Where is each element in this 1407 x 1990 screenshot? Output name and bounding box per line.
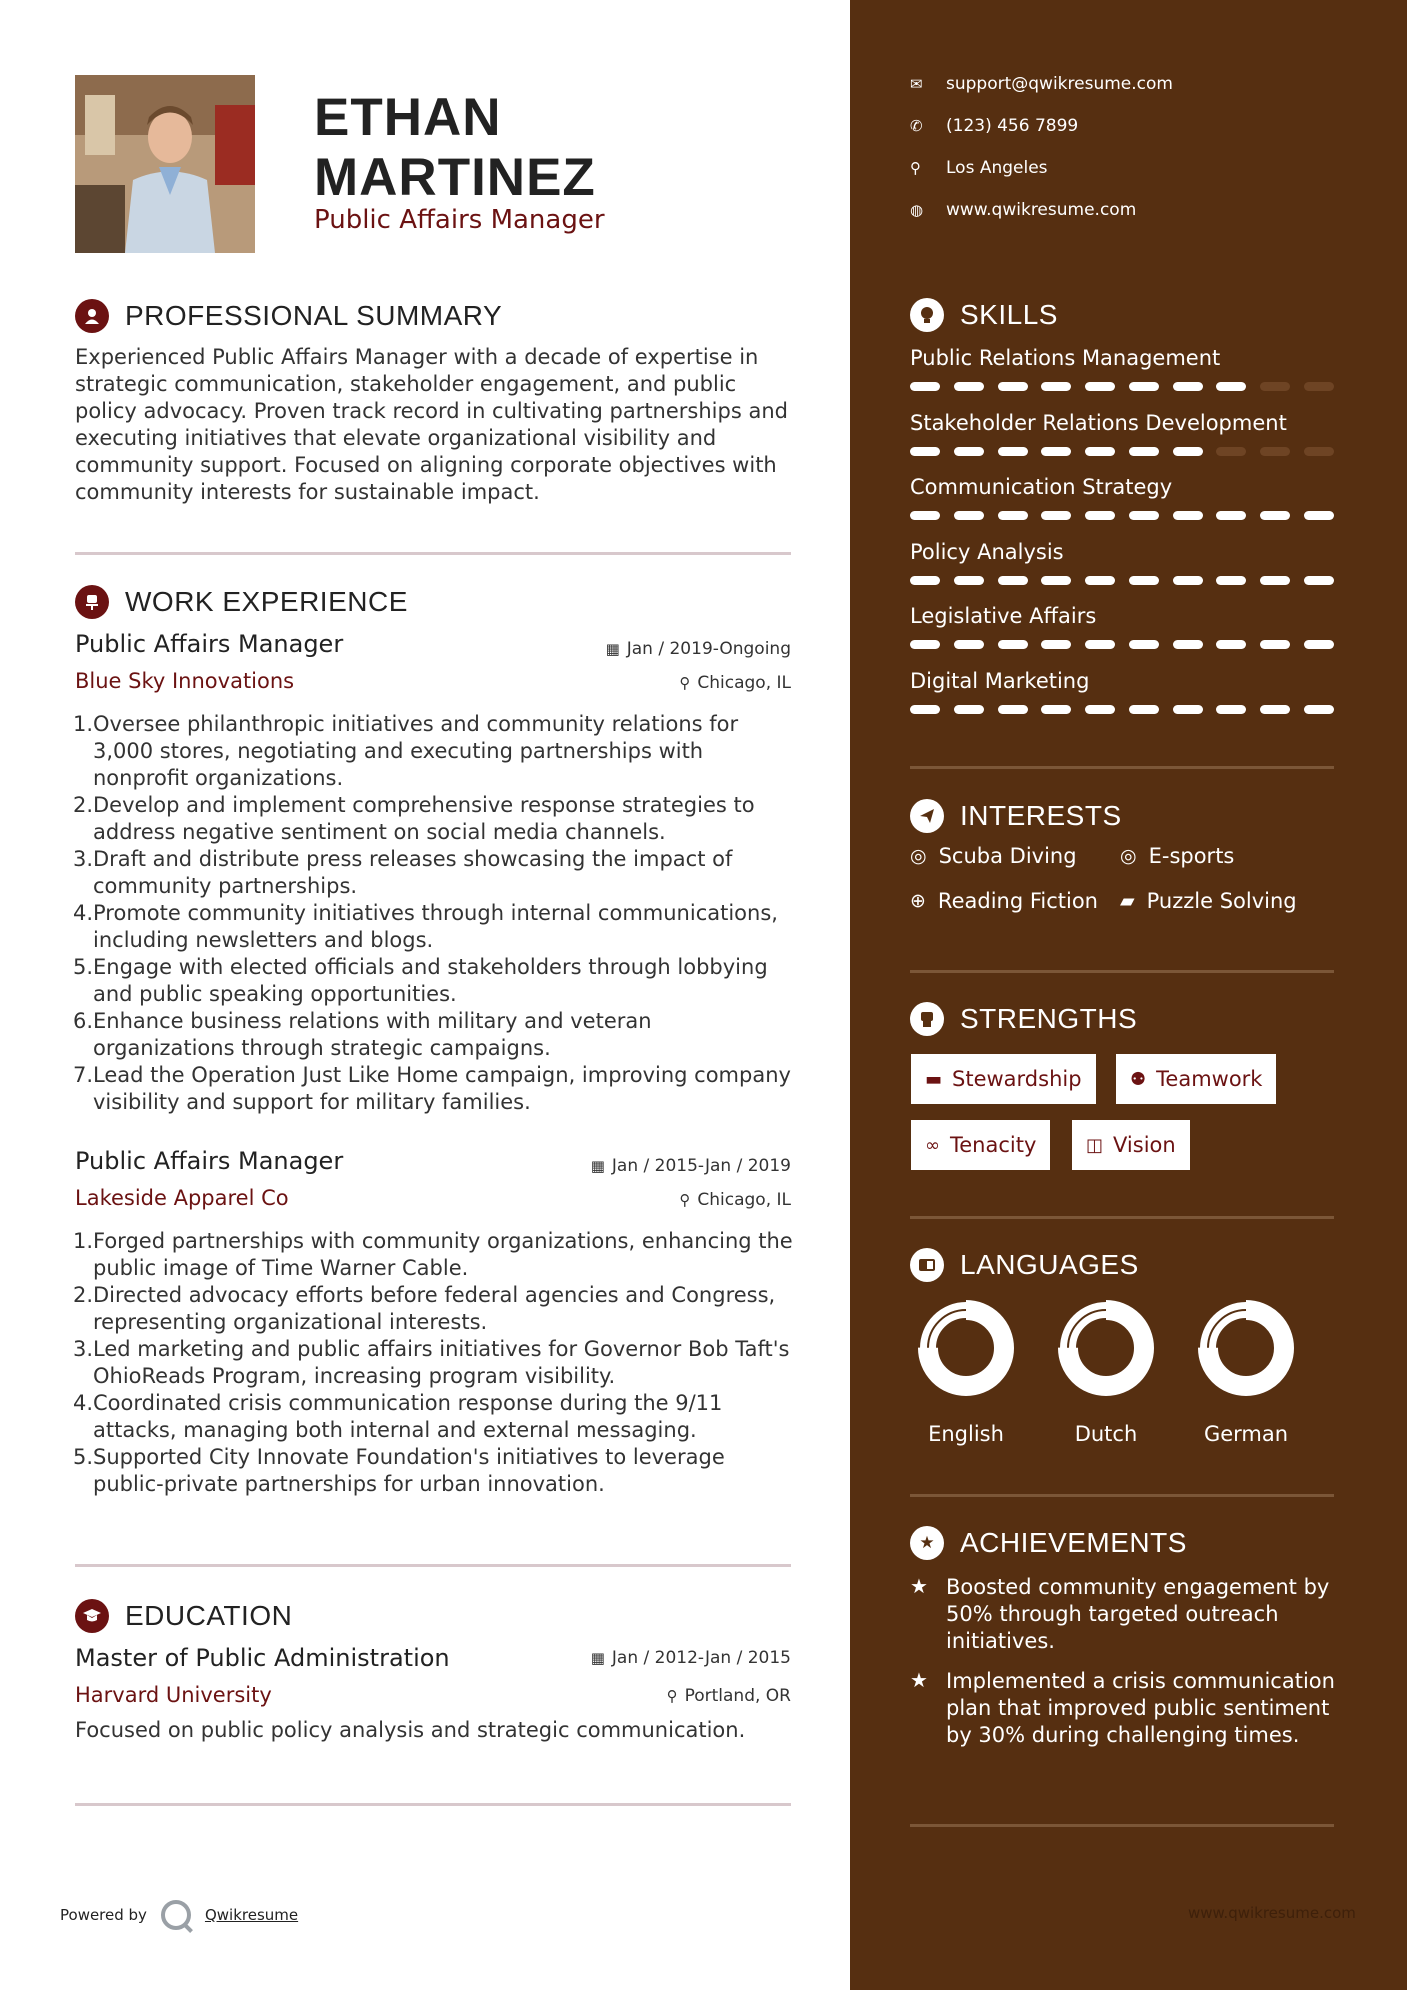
calendar-icon: ▦ [605, 640, 620, 658]
skill-level-segment [1216, 576, 1246, 585]
skills-heading [910, 298, 1058, 332]
pin-icon: ⚲ [679, 1191, 691, 1209]
job-company: Lakeside Apparel Co [75, 1186, 289, 1210]
summary-heading-text: PROFESSIONAL SUMMARY [125, 300, 503, 331]
interest-item [1120, 889, 1297, 913]
education-location-text: Portland, OR [684, 1686, 791, 1706]
skill-level-segment [954, 447, 984, 456]
skill-level-segment [1129, 576, 1159, 585]
first-name: ETHAN [314, 88, 502, 147]
skill-level-segment [1216, 382, 1246, 391]
skill-level-segment [1085, 640, 1115, 649]
contact-email-text: support@qwikresume.com [946, 74, 1173, 94]
experience-heading [75, 584, 408, 620]
responsibility-item [75, 954, 795, 1008]
skill-level-segment [1173, 382, 1203, 391]
envelope-icon: ✉ [910, 75, 923, 93]
skill-level-segment [1173, 447, 1203, 456]
users-icon: ⚉ [1130, 1068, 1147, 1090]
job-title: Public Affairs Manager [75, 1147, 344, 1175]
briefcase-chair-icon [75, 585, 109, 619]
interest-item [910, 844, 1077, 868]
skill-level-segment [1260, 705, 1290, 714]
skill-level-segment [1173, 705, 1203, 714]
strength-badge [911, 1054, 1096, 1104]
skill-level-segment [1173, 640, 1203, 649]
responsibility-item [75, 1062, 795, 1116]
skill-level-segment [1260, 382, 1290, 391]
skill-level-segment [1041, 447, 1071, 456]
skill-level-segment [1085, 447, 1115, 456]
job-location-text: Chicago, IL [697, 673, 791, 693]
achievements-heading [910, 1526, 1187, 1560]
skill-level-segment [954, 576, 984, 585]
languages-heading [910, 1248, 1139, 1282]
strength-label: Stewardship [952, 1067, 1082, 1091]
lightbulb-icon [910, 298, 944, 332]
skill-name: Stakeholder Relations Development [910, 410, 1287, 435]
responsibility-text: Forged partnerships with community organizations, enhancing the public image of Time Warner Cable. [93, 1229, 793, 1280]
graduation-icon [75, 1599, 109, 1633]
footer-site: www.qwikresume.com [1188, 1904, 1356, 1922]
skill-level-segment [954, 705, 984, 714]
responsibility-item [75, 1228, 795, 1282]
skill-level-segment [1129, 511, 1159, 520]
interest-label: Reading Fiction [937, 889, 1098, 913]
job-responsibilities [75, 711, 795, 1116]
last-name: MARTINEZ [314, 148, 596, 207]
skill-level-segment [1129, 382, 1159, 391]
skill-level-segment [910, 576, 940, 585]
skill-name: Digital Marketing [910, 668, 1090, 693]
location-pin-icon: ⚲ [910, 159, 921, 177]
interests-heading-text: INTERESTS [960, 800, 1122, 831]
list-number: 3. [73, 847, 94, 871]
skill-level-segment [998, 382, 1028, 391]
fist-icon [910, 1002, 944, 1036]
school: Harvard University [75, 1683, 272, 1707]
interests-heading [910, 799, 1122, 833]
list-number: 6. [73, 1009, 94, 1033]
language-name: English [928, 1422, 1004, 1446]
user-icon [75, 299, 109, 333]
skill-level-segment [1041, 576, 1071, 585]
interest-label: Puzzle Solving [1146, 889, 1297, 913]
list-number: 2. [73, 1283, 94, 1307]
skill-level-segment [1085, 511, 1115, 520]
link-icon: ∞ [925, 1134, 940, 1156]
job-location-text: Chicago, IL [697, 1190, 791, 1210]
skill-level-bar [910, 447, 1334, 456]
calendar-icon: ▦ [590, 1649, 605, 1667]
pin-icon: ⚲ [666, 1687, 678, 1705]
list-number: 1. [73, 1229, 94, 1253]
skill-name: Policy Analysis [910, 539, 1064, 564]
strengths-heading-text: STRENGTHS [960, 1003, 1138, 1034]
skill-level-segment [998, 705, 1028, 714]
contact-location-text: Los Angeles [946, 158, 1048, 178]
responsibility-text: Oversee philanthropic initiatives and community relations for 3,000 stores, negotiating and executing partnerships with nonprofit organizations. [93, 712, 739, 790]
paper-plane-icon [910, 799, 944, 833]
interest-item [1120, 844, 1234, 868]
skill-level-segment [1260, 576, 1290, 585]
skill-level-segment [1041, 511, 1071, 520]
responsibility-text: Led marketing and public affairs initiatives for Governor Bob Taft's OhioReads Program, increasing program visibility. [93, 1337, 790, 1388]
interest-item [910, 889, 1098, 913]
responsibility-text: Engage with elected officials and stakeholders through lobbying and public speaking opportunities. [93, 955, 768, 1006]
skill-level-segment [1260, 511, 1290, 520]
skill-level-bar [910, 640, 1334, 649]
qwikresume-logo-icon [161, 1900, 191, 1930]
education-date-text: Jan / 2012-Jan / 2015 [611, 1648, 791, 1668]
qwikresume-link[interactable]: Qwikresume [204, 1906, 299, 1924]
responsibility-text: Directed advocacy efforts before federal agencies and Congress, representing organizational interests. [93, 1283, 776, 1334]
skill-level-segment [1304, 640, 1334, 649]
skill-level-segment [998, 640, 1028, 649]
job-responsibilities [75, 1228, 795, 1498]
summary-heading [75, 298, 502, 334]
skill-level-segment [1304, 576, 1334, 585]
skill-level-segment [1173, 576, 1203, 585]
sidebar-divider [910, 766, 1334, 769]
skill-level-bar [910, 576, 1334, 585]
skill-level-segment [910, 640, 940, 649]
responsibility-text: Draft and distribute press releases showcasing the impact of community partnerships. [93, 847, 733, 898]
toolbox-icon: ▬ [925, 1068, 943, 1090]
skill-level-segment [910, 447, 940, 456]
experience-heading-text: WORK EXPERIENCE [125, 586, 408, 617]
skill-level-segment [954, 382, 984, 391]
contact-location [910, 158, 1048, 178]
language-name: Dutch [1074, 1422, 1138, 1446]
contact-website [910, 200, 1136, 220]
skill-name: Communication Strategy [910, 475, 1173, 499]
languages-heading-text: LANGUAGES [960, 1249, 1139, 1280]
responsibility-item [75, 900, 795, 954]
responsibility-text: Lead the Operation Just Like Home campaign, improving company visibility and support for military families. [93, 1063, 791, 1114]
interest-label: Scuba Diving [938, 844, 1077, 868]
skill-level-segment [1216, 705, 1246, 714]
contact-website-text: www.qwikresume.com [946, 200, 1137, 220]
footer-brand [60, 1900, 298, 1930]
job-title: Public Affairs Manager [75, 630, 344, 658]
list-number: 2. [73, 793, 94, 817]
sidebar-divider [910, 970, 1334, 973]
list-number: 4. [73, 901, 94, 925]
responsibility-text: Develop and implement comprehensive response strategies to address negative sentiment on social media channels. [93, 793, 755, 844]
achievements-heading-text: ACHIEVEMENTS [960, 1527, 1187, 1558]
language-item [1046, 1300, 1166, 1446]
responsibility-item [75, 1444, 795, 1498]
skill-level-segment [1216, 511, 1246, 520]
job-date-text: Jan / 2019-Ongoing [626, 639, 791, 659]
skill-name: Public Relations Management [910, 346, 1221, 370]
skill-level-segment [1260, 447, 1290, 456]
list-number: 4. [73, 1391, 94, 1415]
skill-level-segment [1304, 705, 1334, 714]
summary-text: Experienced Public Affairs Manager with a decade of expertise in strategic communication, stakeholder engagement, and public policy advocacy. Proven track record in cultivating partnerships and executing initiatives that elevate organizational visibility and community support. Focused on aligning corporate objectives with community interests for sustainable impact. [75, 345, 788, 504]
education-date [491, 1648, 791, 1668]
skill-level-segment [1085, 576, 1115, 585]
skill-level-segment [1129, 640, 1159, 649]
job-location [491, 1190, 791, 1210]
skill-level-segment [1129, 447, 1159, 456]
lifebuoy-icon: ◎ [1120, 845, 1137, 867]
skill-level-segment [1260, 640, 1290, 649]
skill-level-segment [1304, 382, 1334, 391]
pin-icon: ⚲ [679, 674, 691, 692]
achievement-text: Boosted community engagement by 50% through targeted outreach initiatives. [946, 1575, 1330, 1653]
language-level-ring [918, 1300, 1014, 1396]
degree: Master of Public Administration [75, 1644, 450, 1672]
strengths-heading [910, 1002, 1137, 1036]
skill-level-segment [1041, 640, 1071, 649]
star-icon: ★ [910, 1668, 928, 1692]
skill-level-segment [1041, 705, 1071, 714]
skill-level-segment [910, 705, 940, 714]
skill-level-segment [998, 576, 1028, 585]
list-number: 3. [73, 1337, 94, 1361]
phone-icon: ✆ [910, 117, 923, 135]
job-location [491, 673, 791, 693]
list-number: 5. [73, 1445, 94, 1469]
sidebar [850, 0, 1407, 1990]
strength-label: Vision [1113, 1133, 1176, 1157]
powered-by-text: Powered by [60, 1906, 147, 1924]
language-name: German [1203, 1422, 1289, 1446]
education-heading-text: EDUCATION [125, 1600, 293, 1631]
candidate-title: Public Affairs Manager [314, 205, 605, 235]
responsibility-item [75, 1390, 795, 1444]
skill-level-segment [910, 382, 940, 391]
job-date [491, 1156, 791, 1176]
skill-level-bar [910, 382, 1334, 391]
skill-level-segment [1085, 705, 1115, 714]
gamepad-icon: ⊕ [910, 890, 926, 912]
book-icon: ▰ [1120, 890, 1135, 912]
achievement-item [910, 1668, 1350, 1749]
sidebar-divider [910, 1216, 1334, 1219]
skill-level-segment [998, 511, 1028, 520]
calendar-icon: ▦ [590, 1157, 605, 1175]
contact-phone [910, 116, 1078, 136]
skill-level-segment [998, 447, 1028, 456]
strength-badge [1072, 1120, 1190, 1170]
list-number: 1. [73, 712, 94, 736]
skill-level-segment [954, 511, 984, 520]
skill-level-segment [954, 640, 984, 649]
language-level-ring [1058, 1300, 1154, 1396]
binoculars-icon: ◫ [1086, 1134, 1104, 1156]
strength-label: Tenacity [950, 1133, 1037, 1157]
job-date-text: Jan / 2015-Jan / 2019 [611, 1156, 791, 1176]
responsibility-item [75, 1282, 795, 1336]
contact-email [910, 74, 1173, 94]
skill-level-bar [910, 511, 1334, 520]
language-level-ring [1198, 1300, 1294, 1396]
language-item [906, 1300, 1026, 1446]
skill-level-segment [1129, 705, 1159, 714]
skill-level-segment [1304, 511, 1334, 520]
job-date [491, 639, 791, 659]
strength-label: Teamwork [1156, 1067, 1263, 1091]
achievement-item [910, 1574, 1350, 1655]
section-divider [75, 1803, 791, 1806]
interest-label: E-sports [1148, 844, 1235, 868]
responsibility-text: Promote community initiatives through internal communications, including newsletters and blogs. [93, 901, 778, 952]
education-location [491, 1686, 791, 1706]
section-divider [75, 552, 791, 555]
skill-level-segment [910, 511, 940, 520]
education-description: Focused on public policy analysis and strategic communication. [75, 1718, 746, 1742]
star-icon: ★ [910, 1574, 928, 1598]
profile-photo [75, 75, 255, 253]
skill-level-segment [1216, 640, 1246, 649]
section-divider [75, 1564, 791, 1567]
translate-icon [910, 1248, 944, 1282]
globe-icon: ◍ [910, 201, 924, 219]
language-item [1186, 1300, 1306, 1446]
responsibility-item [75, 792, 795, 846]
sidebar-divider [910, 1494, 1334, 1497]
candidate-name [314, 88, 596, 208]
star-badge-icon: ★ [910, 1526, 944, 1560]
lifebuoy-icon: ◎ [910, 845, 927, 867]
skill-level-bar [910, 705, 1334, 714]
sidebar-divider [910, 1824, 1334, 1827]
strength-badge [911, 1120, 1050, 1170]
skill-level-segment [1304, 447, 1334, 456]
skill-level-segment [1216, 447, 1246, 456]
responsibility-text: Supported City Innovate Foundation's initiatives to leverage public-private partnerships for urban innovation. [93, 1445, 725, 1496]
responsibility-text: Enhance business relations with military and veteran organizations through strategic campaigns. [93, 1009, 652, 1060]
responsibility-item [75, 1336, 795, 1390]
responsibility-item [75, 846, 795, 900]
education-heading [75, 1598, 292, 1634]
list-number: 7. [73, 1063, 94, 1087]
skills-heading-text: SKILLS [960, 299, 1058, 330]
responsibility-item [75, 711, 795, 792]
contact-phone-text: (123) 456 7899 [946, 116, 1079, 136]
job-company: Blue Sky Innovations [75, 669, 295, 693]
skill-level-segment [1041, 382, 1071, 391]
responsibility-item [75, 1008, 795, 1062]
achievement-text: Implemented a crisis communication plan that improved public sentiment by 30% during challenging times. [946, 1669, 1335, 1747]
strength-badge [1116, 1054, 1276, 1104]
skill-name: Legislative Affairs [910, 604, 1097, 628]
list-number: 5. [73, 955, 94, 979]
skill-level-segment [1173, 511, 1203, 520]
skill-level-segment [1085, 382, 1115, 391]
responsibility-text: Coordinated crisis communication response during the 9/11 attacks, managing both internal and external messaging. [93, 1391, 723, 1442]
